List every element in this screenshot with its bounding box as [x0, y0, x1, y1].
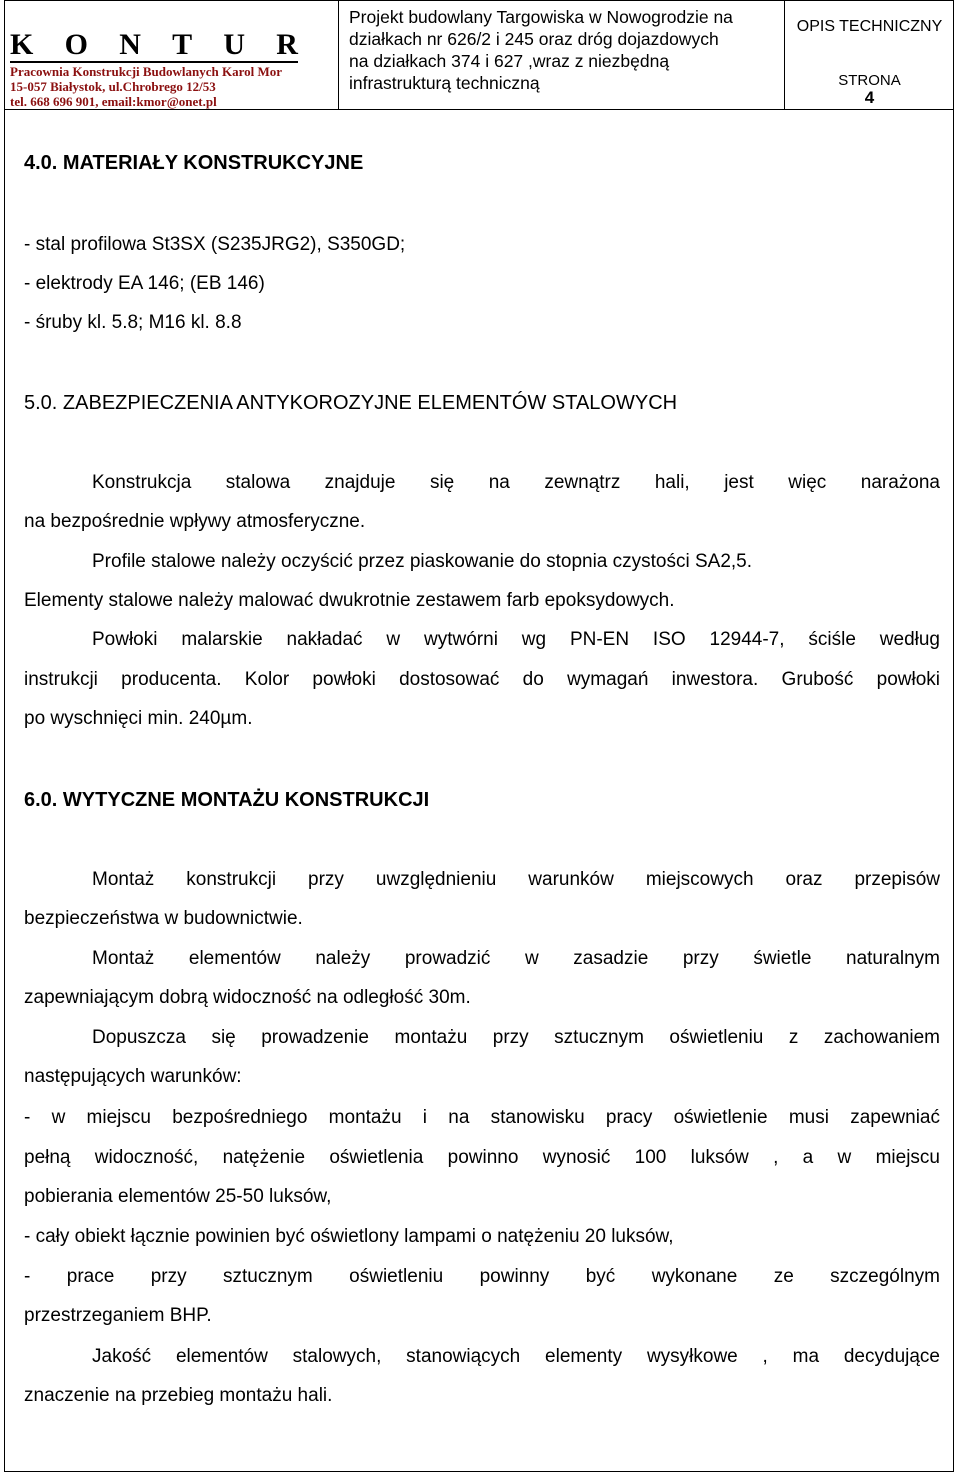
materials-list-item: - stal profilowa St3SX (S235JRG2), S350GD;: [24, 234, 406, 255]
company-contact: tel. 668 696 901, email:kmor@onet.pl: [10, 94, 217, 109]
company-block: [4, 0, 339, 110]
paragraph-line: Powłoki malarskie nakładać w wytwórni wg PN-EN ISO 12944-7, ściśle według: [92, 629, 940, 650]
logo-letter: T: [172, 28, 193, 61]
paragraph-line: znaczenie na przebieg montażu hali.: [24, 1385, 333, 1406]
logo-letter: N: [119, 28, 141, 61]
paragraph-line: bezpieczeństwa w budownictwie.: [24, 908, 303, 929]
document-type: OPIS TECHNICZNY: [796, 18, 943, 35]
materials-list-item: - śruby kl. 5.8; M16 kl. 8.8: [24, 312, 242, 333]
paragraph-line: Konstrukcja stalowa znajduje się na zewnątrz hali, jest więc narażona: [92, 472, 940, 493]
paragraph-line: po wyschnięci min. 240µm.: [24, 708, 253, 729]
section-6-heading: 6.0. WYTYCZNE MONTAŻU KONSTRUKCJI: [24, 789, 430, 811]
paragraph-line: zapewniającym dobrą widoczność na odległość 30m.: [24, 987, 471, 1008]
project-title-line: na działkach 374 i 627 ,wraz z niezbędną: [349, 51, 670, 71]
company-address: 15-057 Białystok, ul.Chrobrego 12/53: [10, 79, 216, 94]
paragraph-line: - cały obiekt łącznie powinien być oświetlony lampami o natężeniu 20 luksów,: [24, 1226, 674, 1247]
logo-letter: R: [276, 28, 298, 61]
paragraph-line: przestrzeganiem BHP.: [24, 1305, 212, 1326]
logo-underline: [10, 61, 298, 63]
project-title-line: infrastrukturą techniczną: [349, 73, 540, 93]
project-title-line: działkach nr 626/2 i 245 oraz dróg dojazdowych: [349, 29, 719, 49]
paragraph-line: na bezpośrednie wpływy atmosferyczne.: [24, 511, 366, 532]
page-label: STRONA: [838, 72, 901, 89]
paragraph-line: - w miejscu bezpośredniego montażu i na stanowisku pracy oświetlenie musi zapewniać: [24, 1107, 940, 1128]
document-header: [4, 0, 954, 110]
project-title-block: [339, 0, 785, 110]
paragraph-line: Montaż konstrukcji przy uwzględnieniu warunków miejscowych oraz przepisów: [92, 869, 940, 890]
document-meta-block: [785, 0, 954, 110]
logo-letter: O: [64, 28, 88, 61]
paragraph-line: pobierania elementów 25-50 luksów,: [24, 1186, 332, 1207]
logo-letter: U: [223, 28, 246, 61]
company-name: Pracownia Konstrukcji Budowlanych Karol Mor: [10, 64, 283, 79]
paragraph-line: pełną widoczność, natężenie oświetlenia powinno wynosić 100 luksów , a w miejscu: [24, 1147, 940, 1168]
paragraph-line: Elementy stalowe należy malować dwukrotnie zestawem farb epoksydowych.: [24, 590, 675, 611]
paragraph-line: Montaż elementów należy prowadzić w zasadzie przy świetle naturalnym: [92, 948, 940, 969]
paragraph-line: następujących warunków:: [24, 1066, 242, 1087]
logo-letter: K: [10, 28, 34, 61]
section-4-heading: 4.0. MATERIAŁY KONSTRUKCYJNE: [24, 152, 364, 174]
materials-list-item: - elektrody EA 146; (EB 146): [24, 273, 265, 294]
page-frame: [4, 0, 954, 1472]
page-number: 4: [864, 88, 875, 107]
section-5-heading: 5.0. ZABEZPIECZENIA ANTYKOROZYJNE ELEMENTÓW STALOWYCH: [24, 392, 678, 414]
kontur-logo: [10, 30, 298, 60]
paragraph-line: instrukcji producenta. Kolor powłoki dostosować do wymagań inwestora. Grubość powłoki: [24, 669, 940, 690]
paragraph-line: Jakość elementów stalowych, stanowiących elementy wysyłkowe , ma decydujące: [92, 1346, 940, 1367]
project-title-line: Projekt budowlany Targowiska w Nowogrodzie na: [349, 7, 733, 27]
paragraph-line: - prace przy sztucznym oświetleniu powinny być wykonane ze szczególnym: [24, 1266, 940, 1287]
paragraph-line: Dopuszcza się prowadzenie montażu przy sztucznym oświetleniu z zachowaniem: [92, 1027, 940, 1048]
paragraph-line: Profile stalowe należy oczyścić przez piaskowanie do stopnia czystości SA2,5.: [92, 551, 753, 572]
